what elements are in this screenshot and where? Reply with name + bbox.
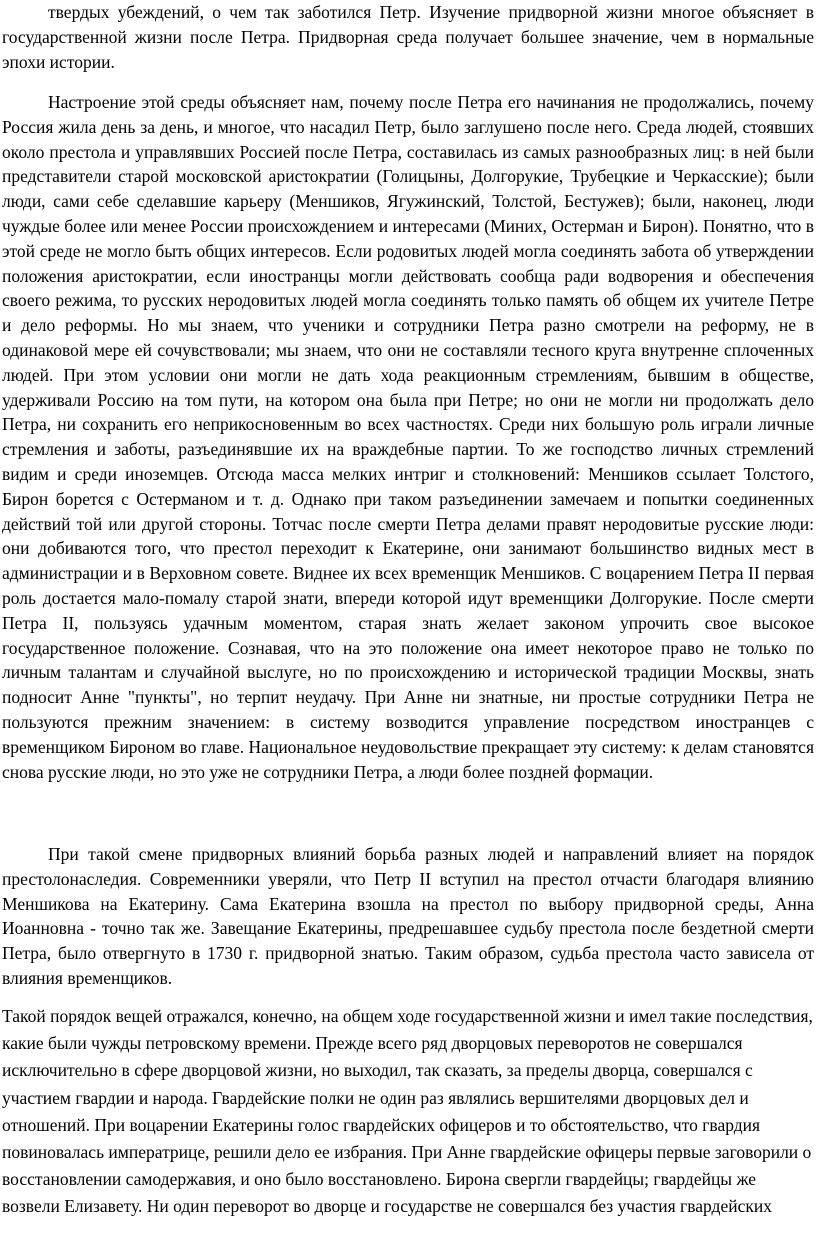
paragraph-2: Настроение этой среды объясняет нам, почему после Петра его начинания не продолжались, почему Россия жила день за день, и многое, что насадил Петр, было заглушено после него. Среда людей, стоявших около престола и управлявших Россией после Петра, составилась из самых разнообразных лиц: в ней были представители старой московской аристократии (Голицыны, Долгорукие, Трубецкие и Черкасские); были люди, сами себе сделавшие карьеру (Меншиков, Ягужинский, Толстой, Бестужев); были, наконец, люди чуждые более или менее России происхождением и интересами (Миних, Остерман и Бирон). Понятно, что в этой среде не могло быть общих интересов. Если родовитых людей могла соединять забота об утверждении положения аристократии, если иностранцы могли действовать сообща ради водворения и обеспечения своего режима, то русских неродовитых людей могла соединять только память об общем их учителе Петре и дело реформы. Но мы знаем, что ученики и сотрудники Петра разно смотрели на реформу, не в одинаковой мере ей сочувствовали; мы знаем, что они не составляли тесного круга внутренне сплоченных людей. При этом условии они могли не дать хода реакционным стремлениям, бывшим в обществе, удерживали Россию на том пути, на котором она была при Петре; но они не могли ни продолжать дело Петра, ни сохранить его неприкосновенным во всех частностях. Среди них большую роль играли личные стремления и заботы, разъединявшие их на враждебные партии. То же господство личных стремлений видим и среди иноземцев. Отсюда масса мелких интриг и столкновений: Меншиков ссылает Толстого, Бирон борется с Остерманом и т. д. Однако при таком разъединении замечаем и попытки соединенных действий той или другой стороны. Тотчас после смерти Петра делами правят неродовитые русские люди: они добиваются того, что престол переходит к Екатерине, они занимают большинство видных мест в администрации и в Верховном совете. Виднее их всех временщик Меншиков. С воцарением Петра II первая роль достается мало-помалу старой знати, впереди которой идут временщики Долгорукие. После смерти Петра II, пользуясь удачным моментом, старая знать желает законом упрочить свое высокое государственное положение. Сознавая, что на это положение она имеет некоторое право не только по личным талантам и случайной выслуге, но по происхождению и исторической традиции Москвы, знать подносит Анне "пункты", но терпит неудачу. При Анне ни знатные, ни простые сотрудники Петра не пользуются прежним значением: в систему возводится управление посредством иностранцев с временщиком Бироном во главе. Национальное неудовольствие прекращает эту систему: к делам становятся снова русские люди, но это уже не сотрудники Петра, а люди более поздней формации. bbox=[2, 92, 814, 782]
paragraph-4: Такой порядок вещей отражался, конечно, на общем ходе государственной жизни и имел такие последствия, какие были чужды петровскому времени. Прежде всего ряд дворцовых переворотов не совершался исключительно в сфере дворцовой жизни, но выходил, так сказать, за пределы дворца, совершался с участием гвардии и народа. Гвардейские полки не один раз являлись вершителями дворцовых дел и отношений. При воцарении Екатерины голос гвардейских офицеров и то обстоятельство, что гвардия повиновалась императрице, решили дело ее избрания. При Анне гвардейские офицеры первые заговорили о восстановлении самодержавия, и оно было восстановлено. Бирона свергли гвардейцы; гвардейцы же возвели Елизавету. Ни один переворот во дворце и государстве не совершался без участия гвардейских bbox=[2, 1006, 813, 1217]
paragraph-1: твердых убеждений, о чем так заботился Петр. Изучение придворной жизни многое объясняет в государственной жизни после Петра. Придворная среда получает большее значение, чем в нормальные эпохи истории. bbox=[2, 2, 814, 72]
paragraph-3: При такой смене придворных влияний борьба разных людей и направлений влияет на порядок престолонаследия. Современники уверяли, что Петр II вступил на престол отчасти благодаря влиянию Меншикова на Екатерину. Сама Екатерина взошла на престол по выбору придворной среды, Анна Иоанновна - точно так же. Завещание Екатерины, предрешавшее судьбу престола после бездетной смерти Петра, было отвергнуто в 1730 г. придворной знатью. Таким образом, судьба престола часто зависела от влияния временщиков. bbox=[2, 844, 814, 988]
